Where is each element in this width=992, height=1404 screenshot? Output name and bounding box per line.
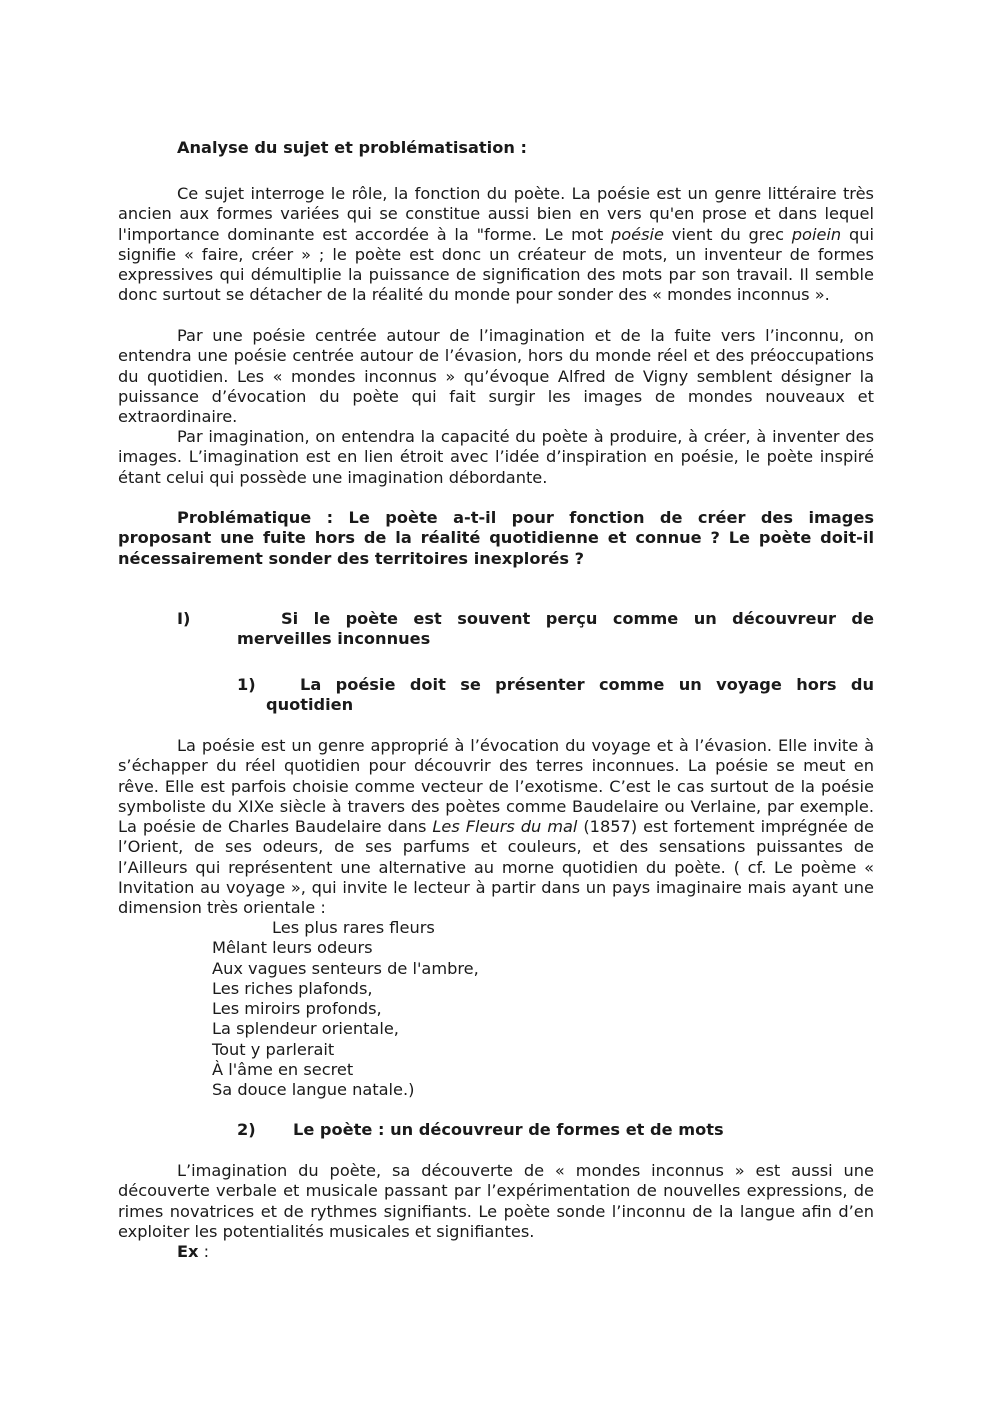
poem-line: La splendeur orientale, — [212, 1019, 399, 1039]
voyage-text-1: La poésie est un genre approprié à l’évocation du voyage et à l’évasion. Elle invite à s’échapper du réel quotidien pour découvrir des terres inconnues. La poésie se meut en rêve. Elle est parfois choisie comme vecteur de l’exotisme. C’est le cas surtout de la poésie symboliste du XIXe siècle à travers des poètes comme Baudelaire ou Verlaine, par exemple. La poésie de Charles Baudelaire dans — [118, 736, 874, 837]
example-line — [118, 1242, 874, 1262]
formes-paragraph: L’imagination du poète, sa découverte de « mondes inconnus » est aussi une découverte verbale et musicale passant par l’expérimentation de nouvelles expressions, de rimes novatrices et de rythmes signifiants. Le poète sonde l’inconnu de la langue afin d’en exploiter les potentialités musicales et signifiantes. — [118, 1161, 874, 1241]
imagination-paragraph: Par une poésie centrée autour de l’imagination et de la fuite vers l’inconnu, on entendra une poésie centrée autour de l’évasion, hors du monde réel et des préoccupations du quotidien. Les « mondes inconnus » qu’évoque Alfred de Vigny semblent désigner la puissance d’évocation du poète qui fait surgir les images de mondes nouveaux et extraordinaire. — [118, 326, 874, 427]
section-title: Analyse du sujet et problématisation : — [177, 138, 527, 157]
sub1-title — [266, 675, 874, 716]
poem-line: À l'âme en secret — [212, 1060, 354, 1080]
part1-title — [237, 609, 874, 650]
poem-line: Les riches plafonds, — [212, 978, 373, 998]
problematique-text: Le poète a-t-il pour fonction de créer des images proposant une fuite hors de la réalité quotidienne et connue ? Le poète doit-il nécessairement sonder des territoires inexplorés ? — [118, 508, 875, 568]
intro-word-poiein: poiein — [791, 224, 842, 244]
intro-paragraph — [118, 184, 874, 306]
poem-line: Mêlant leurs odeurs — [212, 938, 373, 958]
poem-line: Les miroirs profonds, — [212, 999, 382, 1019]
part1-title-text: Si le poète est souvent perçu comme un découvreur de merveilles inconnues — [237, 609, 874, 649]
poem-line: Tout y parlerait — [212, 1039, 335, 1059]
problematique-label: Problématique : — [177, 508, 334, 527]
intro-word-poesie: poésie — [610, 224, 664, 244]
poem-line: Sa douce langue natale.) — [212, 1080, 415, 1100]
sub1-title-text: La poésie doit se présenter comme un voyage hors du quotidien — [266, 675, 874, 715]
intro-text-3: qui signifie « faire, créer » ; le poète est donc un créateur de mots, un inventeur de formes expressives qui démultiplie la puissance de signification des mots par son travail. Il semble donc surtout se détacher de la réalité du monde pour sonder des « mondes inconnus ». — [118, 224, 874, 305]
sub1-number: 1) — [237, 675, 256, 694]
voyage-text-2: (1857) est fortement imprégnée de l’Orient, de ses odeurs, de ses parfums et couleurs, et des sensations puissantes de l’Ailleurs qui représentent une alternative au morne quotidien du poète. ( cf. Le poème « Invitation au voyage », qui invite le lecteur à partir dans un pays imaginaire mais ayant une dimension très orientale : — [118, 817, 874, 918]
sub2-title: Le poète : un découvreur de formes et de mots — [293, 1120, 724, 1139]
sub2-number: 2) — [237, 1120, 256, 1139]
poem-line: Aux vagues senteurs de l'ambre, — [212, 958, 479, 978]
voyage-paragraph — [118, 736, 874, 919]
intro-text-2: vient du grec — [664, 224, 792, 244]
part1-number: I) — [177, 609, 191, 628]
example-suffix: : — [198, 1242, 210, 1261]
poem-excerpt — [212, 918, 479, 1101]
definition-paragraph: Par imagination, on entendra la capacité du poète à produire, à créer, à inventer des images. L’imagination est en lien étroit avec l’idée d’inspiration en poésie, le poète inspiré étant celui qui possède une imagination débordante. — [118, 427, 874, 487]
poem-line: Les plus rares fleurs — [272, 918, 435, 937]
example-label: Ex — [177, 1242, 199, 1261]
book-title: Les Fleurs du mal — [432, 817, 578, 837]
problematique-paragraph — [118, 508, 874, 569]
intro-text-1: Ce sujet interroge le rôle, la fonction du poète. La poésie est un genre littéraire très ancien aux formes variées qui se constitue aussi bien en vers qu'en prose et dans lequel l'importance dominante est accordée à la "forme. Le mot — [118, 184, 874, 244]
